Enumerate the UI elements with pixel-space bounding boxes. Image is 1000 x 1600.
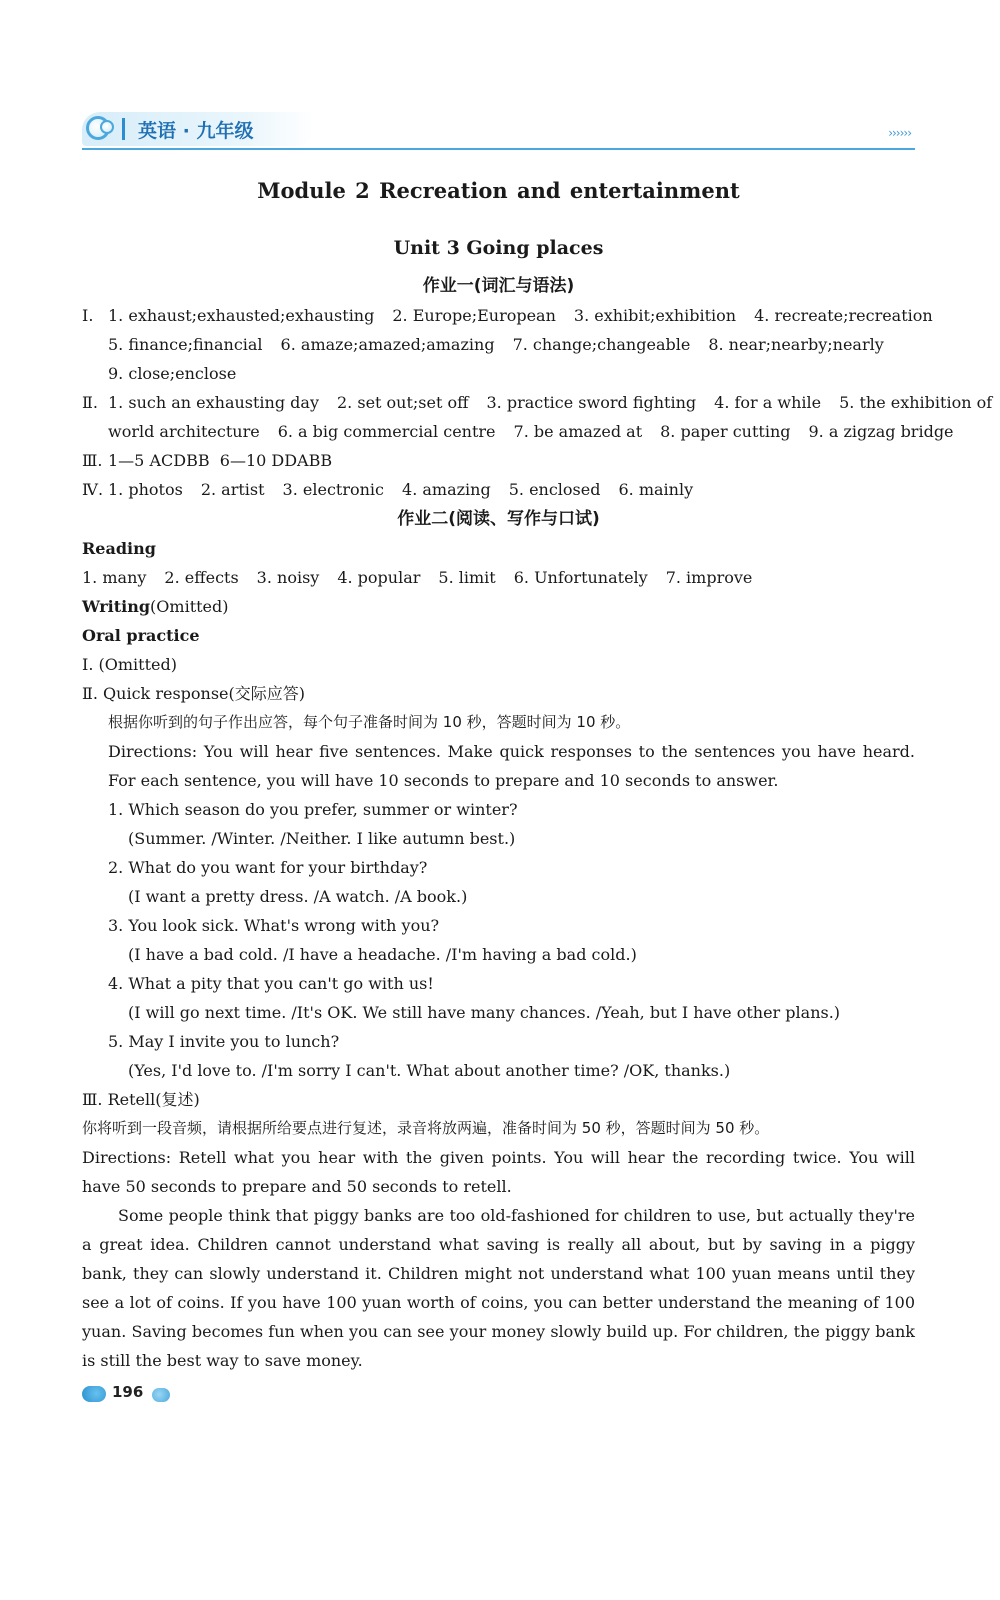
oral-2-instruction-zh: 根据你听到的句子作出应答，每个句子准备时间为 10 秒，答题时间为 10 秒。 <box>108 713 631 731</box>
answer-item: 2. Europe;European <box>392 306 556 325</box>
answer-item: 5. limit <box>438 568 496 587</box>
answer-item: 6. amaze;amazed;amazing <box>280 335 495 354</box>
retell-passage: Some people think that piggy banks are too old-fashioned for children to use, but actually they're a great idea. Children cannot understand what saving is really all about, but by saving in a piggy bank, they can slowly understand it. Children might not understand what 100 yuan means until they see a lot of coins. If you have 100 yuan worth of coins, you can better understand the meaning of 100 yuan. Saving becomes fun when you can see your money slowly build up. For children, the piggy bank is still the best way to save money. <box>82 1206 915 1370</box>
writing-heading: Writing <box>82 597 151 616</box>
hw1-section-1 <box>82 301 933 388</box>
answer-item: 1. exhaust;exhausted;exhausting <box>108 306 375 325</box>
answer-item: 5. the exhibition of <box>839 393 993 412</box>
answer-item: 6. mainly <box>618 480 694 499</box>
question: 4. What a pity that you can't go with us! <box>108 974 434 993</box>
oral-heading: Oral practice <box>82 626 200 645</box>
question: 5. May I invite you to lunch? <box>108 1032 340 1051</box>
reading-heading: Reading <box>82 539 156 558</box>
qa-list <box>82 795 915 1085</box>
answer-item: 9. a zigzag bridge <box>808 422 954 441</box>
chevrons-icon: ›››››› <box>888 126 911 140</box>
hw1-title: 作业一(词汇与语法) <box>422 276 575 296</box>
answer-item: 4. amazing <box>402 480 491 499</box>
section-number: Ⅰ. <box>82 306 94 325</box>
writing-note: (Omitted) <box>150 597 229 616</box>
answer-item: 2. effects <box>164 568 239 587</box>
answer-item: 2. artist <box>200 480 265 499</box>
answer-item: 3. exhibit;exhibition <box>573 306 737 325</box>
answer-item: 1. such an exhausting day <box>108 393 319 412</box>
page-bubble-icon <box>152 1388 170 1402</box>
question: 2. What do you want for your birthday? <box>108 858 428 877</box>
answer-item: 7. change;changeable <box>512 335 691 354</box>
response: (Summer. /Winter. /Neither. I like autumn best.) <box>128 829 516 848</box>
response: (I will go next time. /It's OK. We still have many chances. /Yeah, but I have other plans.) <box>128 1003 841 1022</box>
oral-1: Ⅰ. (Omitted) <box>82 655 177 674</box>
answer-item: 3. electronic <box>282 480 385 499</box>
answer-line <box>82 359 915 388</box>
page-bubble-icon <box>82 1386 106 1402</box>
answer-item: 4. popular <box>337 568 421 587</box>
subject-tab <box>82 112 314 146</box>
response: (Yes, I'd love to. /I'm sorry I can't. What about another time? /OK, thanks.) <box>128 1061 731 1080</box>
answer-item: world architecture <box>108 422 260 441</box>
oral-2-title: Ⅱ. Quick response(交际应答) <box>82 684 306 703</box>
hw1-section-2 <box>82 388 993 446</box>
hw1-section-3 <box>82 446 915 475</box>
subject-label: 英语 · 九年级 <box>138 120 254 142</box>
response: (I have a bad cold. /I have a headache. /I'm having a bad cold.) <box>128 945 637 964</box>
answer-item: 6. Unfortunately <box>513 568 648 587</box>
divider <box>122 118 125 140</box>
section-number: Ⅳ. <box>82 480 104 499</box>
section-number: Ⅱ. <box>82 393 98 412</box>
oral-3-title: Ⅲ. Retell(复述) <box>82 1090 200 1109</box>
hw1-section-4 <box>82 475 915 504</box>
answer-item: 3. practice sword fighting <box>486 393 697 412</box>
header-rule <box>82 148 915 150</box>
answer-item: 1—5 ACDBB 6—10 DDABB <box>108 451 333 470</box>
answer-line <box>82 417 954 446</box>
answer-item: 1. many <box>82 568 147 587</box>
answer-item: 9. close;enclose <box>108 364 237 383</box>
answer-item: 4. recreate;recreation <box>754 306 933 325</box>
page-header <box>82 112 915 152</box>
writing-line <box>82 592 915 621</box>
answer-item: 2. set out;set off <box>337 393 469 412</box>
page-number: 196 <box>112 1383 144 1401</box>
answer-line <box>82 330 915 359</box>
section-number: Ⅲ. <box>82 451 103 470</box>
answer-line <box>82 388 993 417</box>
answer-item: 4. for a while <box>714 393 822 412</box>
oral-3-directions: Directions: Retell what you hear with the given points. You will hear the recording twice. You will have 50 seconds to prepare and 50 seconds to retell. <box>82 1148 915 1196</box>
answer-content <box>82 175 993 1375</box>
unit-title: Unit 3 Going places <box>393 237 604 259</box>
answer-item: 7. be amazed at <box>513 422 643 441</box>
answer-line <box>82 301 933 330</box>
ring-small-icon <box>100 120 114 134</box>
question: 3. You look sick. What's wrong with you? <box>108 916 440 935</box>
answer-item: 5. enclosed <box>508 480 601 499</box>
answer-item: 5. finance;financial <box>108 335 263 354</box>
answer-item: 8. paper cutting <box>660 422 791 441</box>
answer-item: 3. noisy <box>256 568 320 587</box>
answer-item: 7. improve <box>665 568 753 587</box>
answer-item: 1. photos <box>108 480 183 499</box>
question: 1. Which season do you prefer, summer or winter? <box>108 800 518 819</box>
oral-2-directions: Directions: You will hear five sentences. Make quick responses to the sentences you have heard. For each sentence, you will have 10 seconds to prepare and 10 seconds to answer. <box>108 742 915 790</box>
module-title: Module 2 Recreation and entertainment <box>257 178 740 203</box>
answer-item: 6. a big commercial centre <box>277 422 496 441</box>
reading-answers <box>82 563 915 592</box>
response: (I want a pretty dress. /A watch. /A book.) <box>128 887 468 906</box>
oral-3-instruction-zh: 你将听到一段音频，请根据所给要点进行复述，录音将放两遍，准备时间为 50 秒，答题时间为 50 秒。 <box>82 1119 770 1137</box>
hw2-title: 作业二(阅读、写作与口试) <box>397 509 600 529</box>
answer-item: 8. near;nearby;nearly <box>708 335 884 354</box>
